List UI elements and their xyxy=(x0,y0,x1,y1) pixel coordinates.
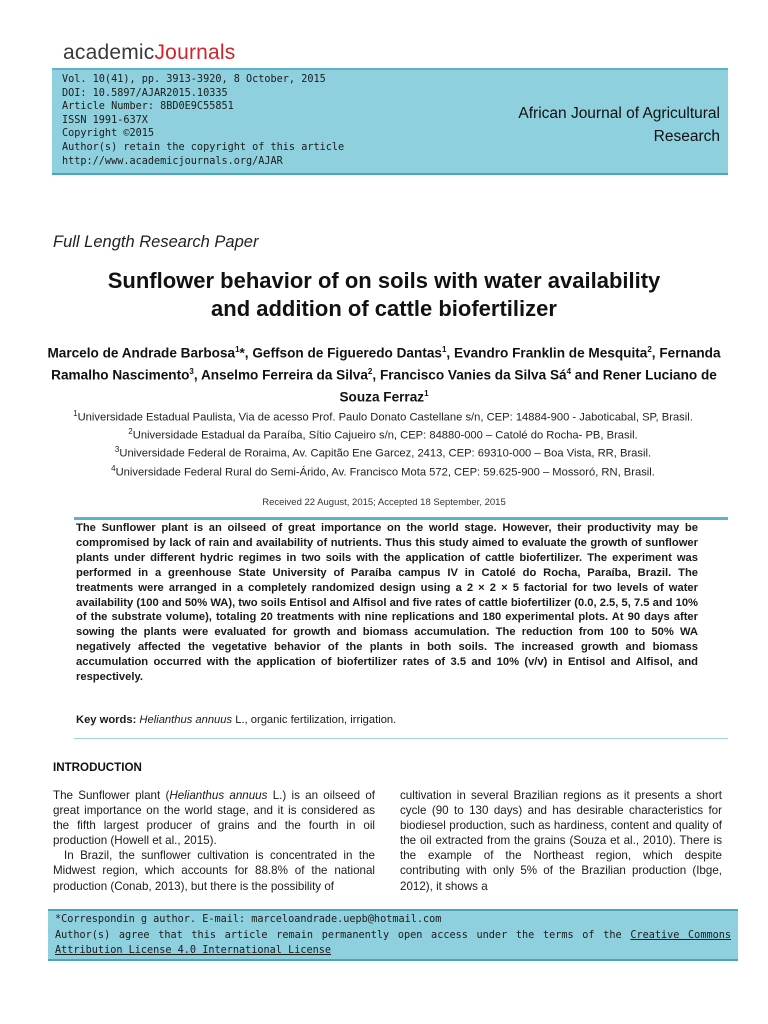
keywords-species: Helianthus annuus xyxy=(139,714,233,726)
author-separator: , xyxy=(193,367,201,383)
issn-line: ISSN 1991-637X xyxy=(62,114,148,126)
author-separator: , xyxy=(446,345,454,361)
keywords-rest: L., organic fertilization, irrigation. xyxy=(232,714,397,726)
logo-journals: Journals xyxy=(154,41,236,64)
author-separator: *, xyxy=(239,345,253,361)
affil-sup: 3 xyxy=(114,445,120,455)
text-run: The Sunflower plant ( xyxy=(53,789,170,802)
volume-line: Vol. 10(41), pp. 3913-3920, 8 October, 2015 xyxy=(62,74,326,85)
license-link[interactable]: Creative Commons Attribution License 4.0 International License xyxy=(55,929,731,956)
journal-name-line1: African Journal of Agricultural xyxy=(518,105,720,122)
author-separator: and xyxy=(571,367,603,383)
author-name: Fernanda Ramalho Nascimento xyxy=(51,345,721,383)
author-name: Anselmo Ferreira da Silva xyxy=(200,367,368,383)
author-name: Marcelo de Andrade Barbosa xyxy=(47,345,236,361)
author-name: Geffson de Figueredo Dantas xyxy=(252,345,442,361)
author-affil-sup: 2 xyxy=(647,345,652,354)
author-affil-sup: 1 xyxy=(441,345,447,354)
author-name: Francisco Vanies da Silva Sá xyxy=(379,367,567,383)
abstract: The Sunflower plant is an oilseed of great importance on the world stage. However, their productivity may be compromised by lack of rain and availability of nutrients. Thus this study aimed to evaluate the growth of sunflower plants under different hydric regimes in two soils with the application of cattle biofertilizer. The experiment was performed in a greenhouse State University of Paraíba campus IV in Catolé do Rocha, Paraíba, Brazil. The treatments were arranged in a completely randomized design using a 2 × 2 × 5 factorial for two levels of water availability (100 and 50% WA), two soils Entisol and Alfisol and five rates of cattle biofertilizer (0.0, 2.5, 5, 7.5 and 10% of the substrate volume), totaling 20 treatments with nine replications and 180 experimental plots. At 90 days after sowing the plants were evaluated for growth and biomass accumulation. The reduction from 100 to 50% WA negatively affected the vegetative behavior of the plants in both soils. The increased growth and biomass accumulation occurred with the application of biofertilizer rates of 3.5 and 10% (v/v) in Entisol and Alfisol, and respectively. xyxy=(76,522,698,684)
title-line1: Sunflower behavior of on soils with water availability xyxy=(107,268,661,293)
body-column-left xyxy=(53,788,375,894)
copyright-note-line: Author(s) retain the copyright of this article xyxy=(62,141,345,153)
author-affil-sup: 3 xyxy=(189,367,194,377)
copyright-line: Copyright ©2015 xyxy=(62,128,155,140)
paragraph: cultivation in several Brazilian regions as it presents a short cycle (90 to 130 days) and has desirable characteristics for biodiesel production, such as hardiness, content and quality of the oil extracted from the grains (Souza et al., 2010). There is the example of the Northeast region, which despite contributing with only 5% of the Brazilian production (Ibge, 2012), it shows a xyxy=(400,789,722,893)
body-column-right xyxy=(400,788,722,894)
title-line2: and addition of cattle biofertilizer xyxy=(211,296,557,321)
affil-sup: 2 xyxy=(128,427,133,437)
license-text: Author(s) agree that this article remain permanently open access under the terms of the xyxy=(55,929,631,941)
journal-url-link[interactable]: http://www.academicjournals.org/AJAR xyxy=(62,155,283,167)
paper-type: Full Length Research Paper xyxy=(53,233,259,251)
journal-name-line2: Research xyxy=(653,128,720,145)
author-affil-sup: 2 xyxy=(367,367,373,377)
species-name: Helianthus annuus xyxy=(169,789,268,802)
journal-name xyxy=(440,102,720,148)
author-name: Evandro Franklin de Mesquita xyxy=(453,345,648,361)
author-affil-sup: 1 xyxy=(235,345,240,354)
author-name: Rener Luciano de Souza Ferraz xyxy=(339,367,717,405)
affil-text: Universidade Estadual Paulista, Via de acesso Prof. Paulo Donato Castellane s/n, CEP: 14884-900 - Jaboticabal, SP, Brasil. xyxy=(77,411,693,424)
affiliation-3 xyxy=(58,443,708,461)
received-dates: Received 22 August, 2015; Accepted 18 September, 2015 xyxy=(262,497,506,508)
affil-sup: 1 xyxy=(73,409,78,418)
author-separator: , xyxy=(372,367,380,383)
affiliations xyxy=(58,407,708,480)
affiliation-1 xyxy=(58,407,708,425)
paragraph: In Brazil, the sunflower cultivation is concentrated in the Midwest region, which accounts for 88.8% of the national production (Conab, 2013), but there is the possibility of xyxy=(53,849,375,893)
publisher-logo xyxy=(63,41,235,65)
section-heading-introduction: INTRODUCTION xyxy=(53,761,142,774)
affil-sup: 4 xyxy=(111,463,116,473)
author-affil-sup: 1 xyxy=(424,389,429,399)
text-run: L.) is an oilseed of great importance on the world stage, and it is considered as the fifth largest producer of grains and the fourth in oil production (Howell et al., 2015). xyxy=(53,789,375,848)
paragraph xyxy=(53,788,375,848)
affil-text: Universidade Federal de Roraima, Av. Capitão Ene Garcez, 2413, CEP: 69310-000 – Boa Vista, RR, Brasil. xyxy=(119,448,652,461)
article-number-line: Article Number: 8BD0E9C55851 xyxy=(62,101,234,113)
keywords xyxy=(76,714,396,726)
doi-line[interactable]: DOI: 10.5897/AJAR2015.10335 xyxy=(62,87,228,99)
author-affil-sup: 4 xyxy=(566,367,572,377)
author-separator: , xyxy=(651,345,660,361)
affil-text: Universidade Federal Rural do Semi-Árido, Av. Francisco Mota 572, CEP: 59.625-900 – Mossoró, RN, Brasil. xyxy=(115,466,655,479)
license-note xyxy=(55,928,731,959)
abstract-rule xyxy=(74,517,728,520)
affil-text: Universidade Estadual da Paraíba, Sítio Cajueiro s/n, CEP: 84880-000 – Catolé do Rocha- PB, Brasil. xyxy=(132,429,638,442)
logo-academic: academic xyxy=(63,41,155,64)
keywords-label: Key words: xyxy=(76,714,137,726)
abstract-bottom-rule xyxy=(74,738,728,739)
affiliation-2 xyxy=(58,425,708,443)
author-list xyxy=(46,341,722,407)
article-info xyxy=(62,73,344,168)
corresponding-author: *Correspondin g author. E-mail: marceloandrade.uepb@hotmail.com xyxy=(55,914,442,925)
footer-notes xyxy=(55,912,731,959)
paper-title xyxy=(40,267,728,323)
affiliation-4 xyxy=(58,462,708,480)
